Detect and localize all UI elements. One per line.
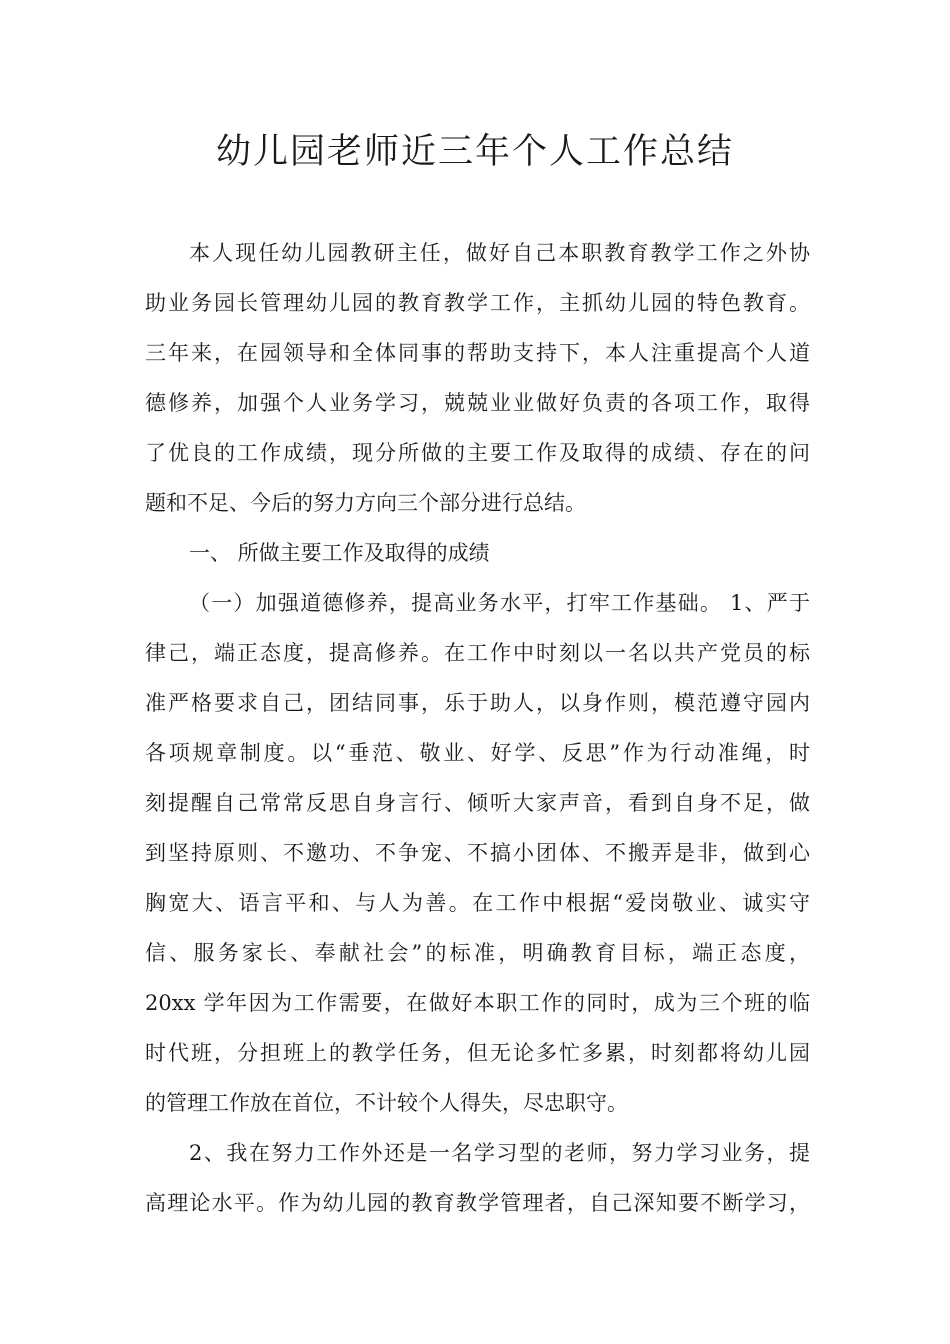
paragraph-line: 20xx 学年因为工作需要，在做好本职工作的同时，成为三个班的临: [145, 991, 810, 1015]
paragraph-line: 题和不足、今后的努力方向三个部分进行总结。: [145, 491, 586, 515]
paragraph-line: 胸宽大、语言平和、与人为善。在工作中根据“爱岗敬业、诚实守: [145, 891, 810, 915]
paragraph-line: 三年来，在园领导和全体同事的帮助支持下，本人注重提高个人道: [145, 341, 810, 365]
paragraph-line: 到坚持原则、不邀功、不争宠、不搞小团体、不搬弄是非，做到心: [145, 841, 810, 865]
paragraph-line: 律己，端正态度，提高修养。在工作中时刻以一名以共产党员的标: [145, 641, 810, 665]
document-body: [145, 228, 810, 1228]
paragraph-line: 时代班，分担班上的教学任务，但无论多忙多累，时刻都将幼儿园: [145, 1041, 810, 1065]
paragraph-line: 德修养，加强个人业务学习，兢兢业业做好负责的各项工作，取得: [145, 391, 810, 415]
section-heading: 一、 所做主要工作及取得的成绩: [189, 541, 490, 565]
paragraph-line: 各项规章制度。以“垂范、敬业、好学、反思”作为行动准绳，时: [145, 741, 810, 765]
paragraph-line: （一）加强道德修养，提高业务水平，打牢工作基础。 1、严于: [189, 591, 810, 615]
paragraph-line: 了优良的工作成绩，现分所做的主要工作及取得的成绩、存在的问: [145, 441, 810, 465]
paragraph-line: 高理论水平。作为幼儿园的教育教学管理者，自己深知要不断学习，: [145, 1191, 810, 1215]
paragraph-line: 准严格要求自己，团结同事，乐于助人，以身作则，模范遵守园内: [145, 691, 810, 715]
paragraph-line: 的管理工作放在首位，不计较个人得失，尽忠职守。: [145, 1091, 628, 1115]
paragraph-line: 刻提醒自己常常反思自身言行、倾听大家声音，看到自身不足，做: [145, 791, 810, 815]
paragraph-line: 助业务园长管理幼儿园的教育教学工作，主抓幼儿园的特色教育。: [145, 291, 810, 315]
paragraph-line: 信、服务家长、奉献社会”的标准，明确教育目标，端正态度，: [145, 941, 810, 965]
paragraph-line: 本人现任幼儿园教研主任，做好自己本职教育教学工作之外协: [189, 241, 810, 265]
document-title: 幼儿园老师近三年个人工作总结: [215, 132, 734, 172]
paragraph-line: 2、我在努力工作外还是一名学习型的老师，努力学习业务，提: [189, 1141, 810, 1165]
